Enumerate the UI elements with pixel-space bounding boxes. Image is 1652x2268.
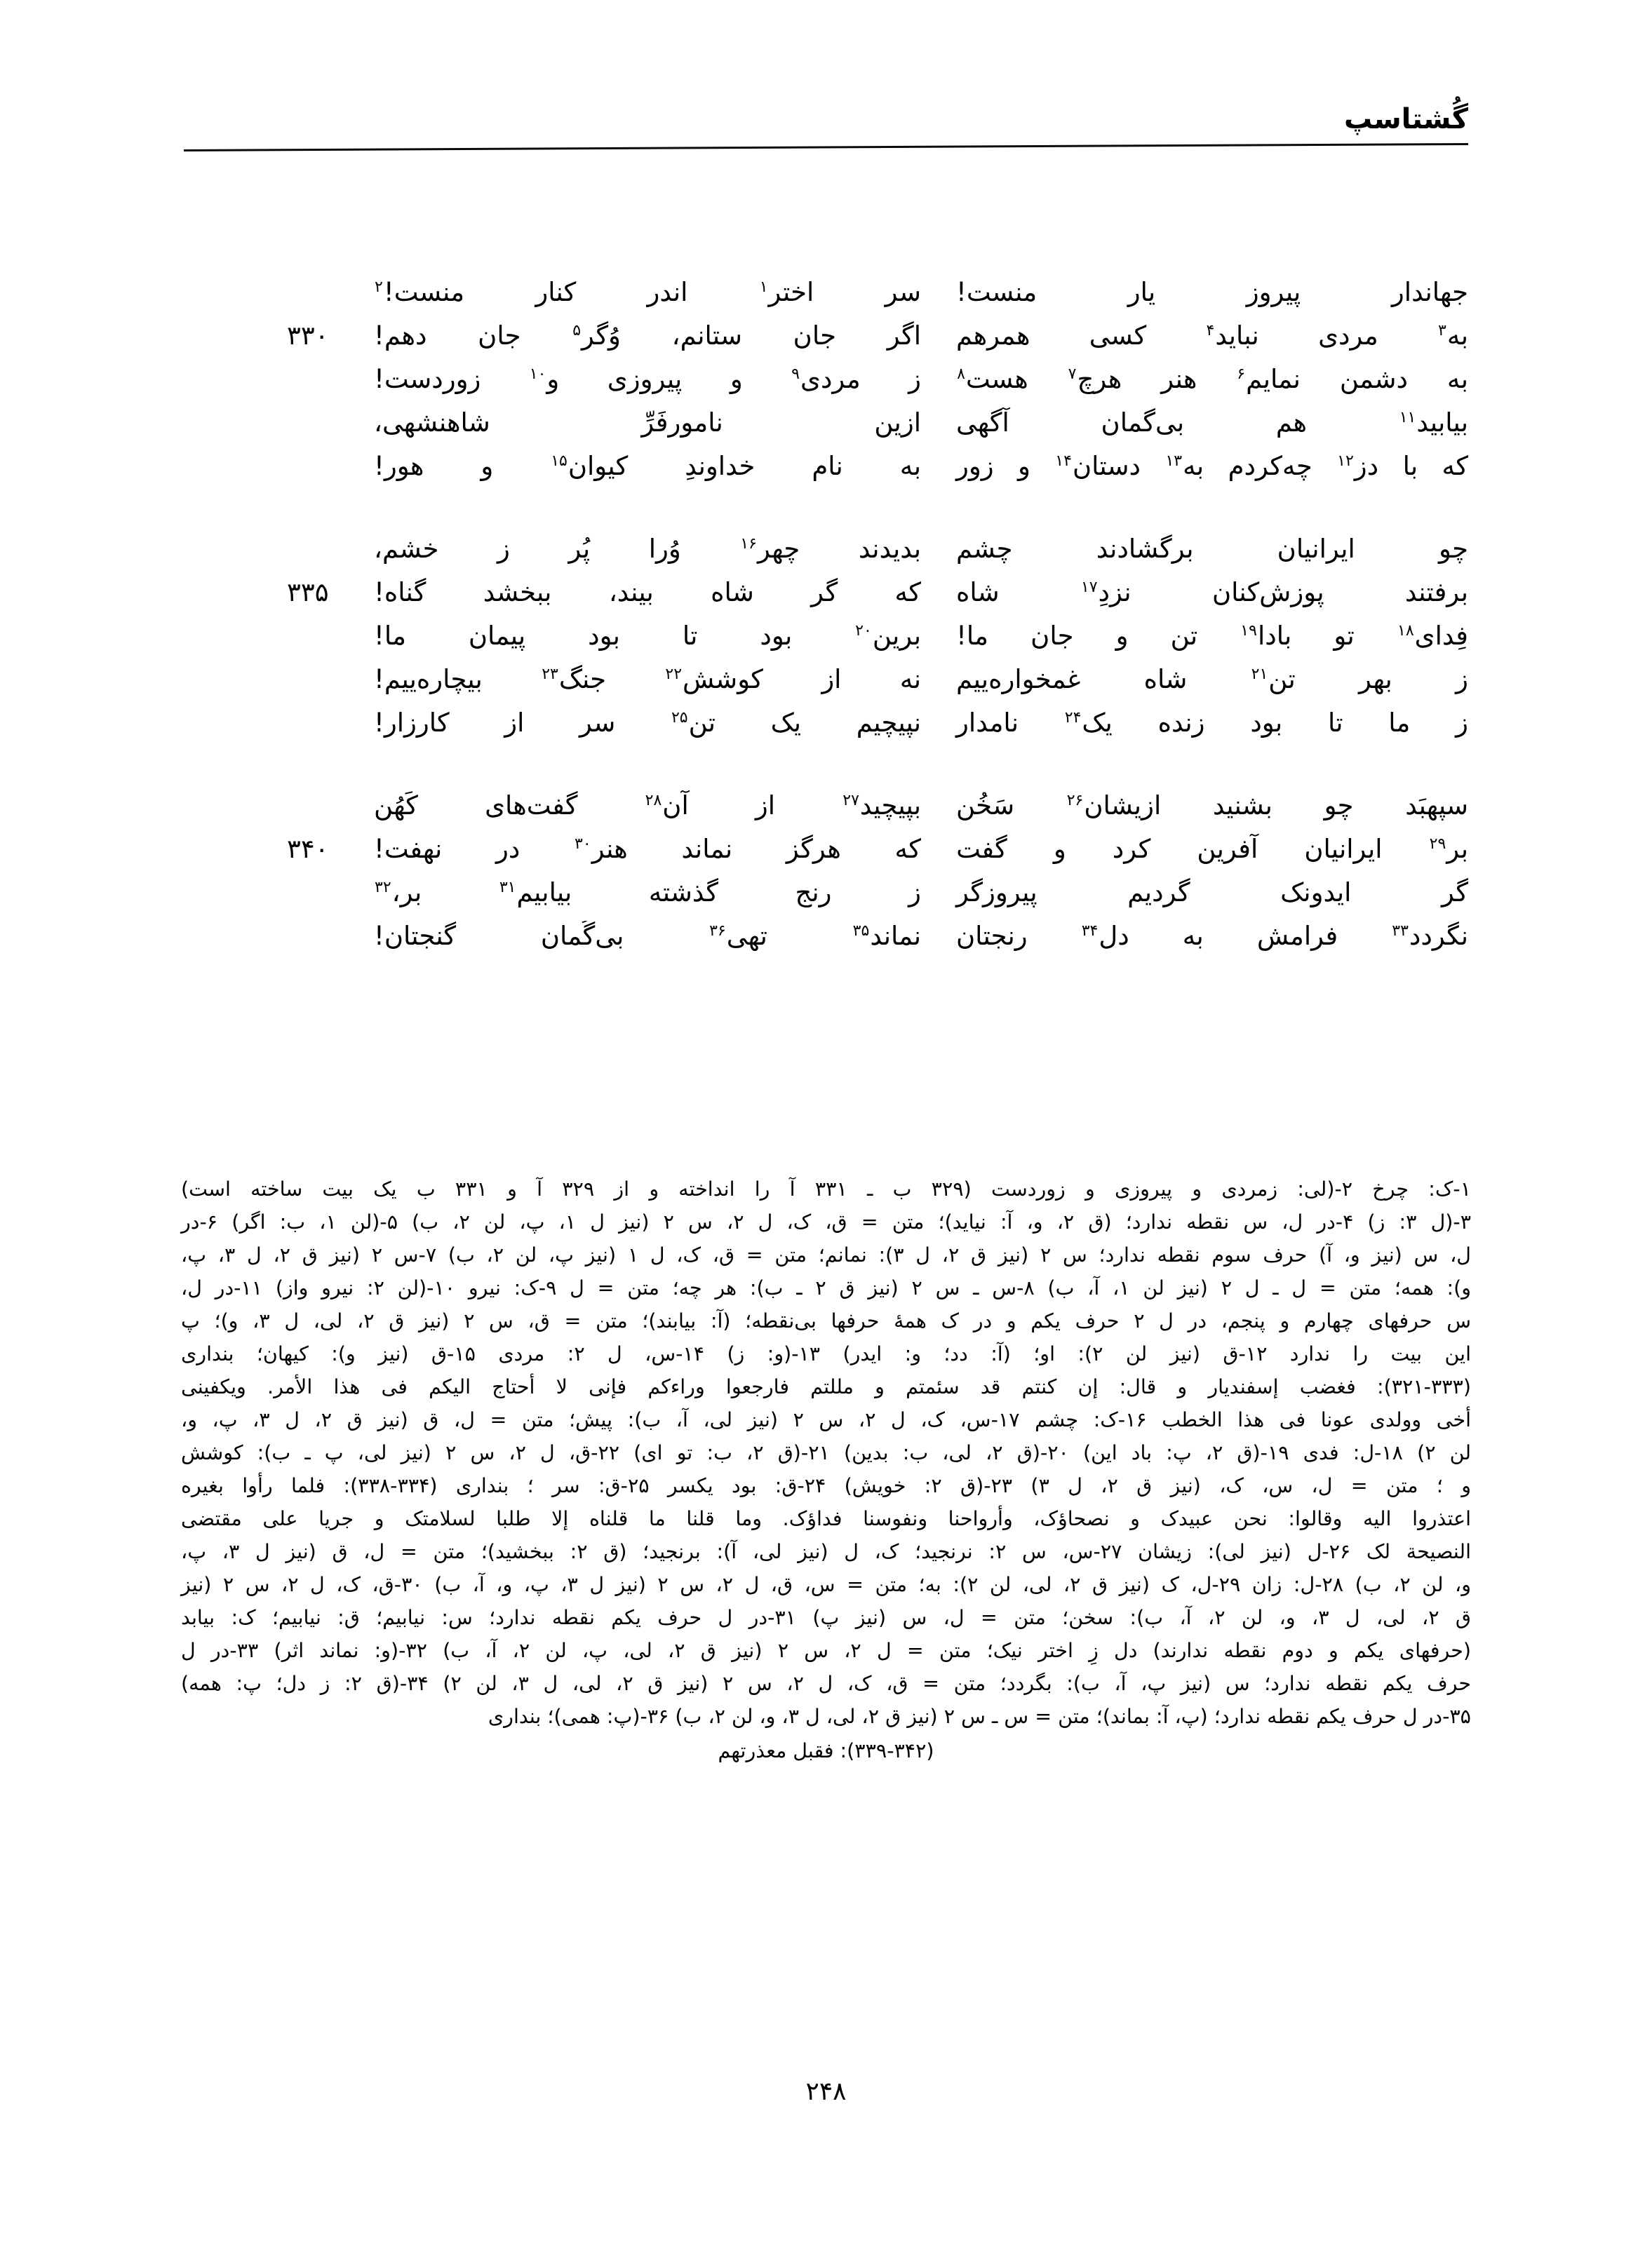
verse-word: ما! [956,621,988,651]
hemistich-left [374,664,928,694]
hemistich-left [374,834,928,864]
hemistich-left [374,364,928,394]
verse-word: تا [1327,708,1343,738]
verse-word: که [1442,451,1468,481]
verse-word: زوردست! [374,364,481,394]
hemistich-left [374,621,928,651]
verse-word: نهفت! [374,834,443,864]
verse-word: وُرا [648,534,681,564]
verse-word: ایرانیان [1277,534,1355,564]
hemistich-left [374,877,928,907]
verse-word: بادا$^{۱۹}$ [1240,621,1292,651]
verse-word: هست$^۸$ [957,364,1028,394]
verse-word: تن$^{۲۵}$ [671,708,716,738]
verse-word: کسی [1089,320,1147,351]
verse-word: زور [956,451,994,481]
footnote-marker[interactable]: ۴ [1206,321,1215,339]
verse-word: گفت [956,834,1007,864]
page-header [184,105,1468,189]
verse-word: نباید$^۴$ [1206,320,1259,351]
verse-line [184,534,1468,577]
verse-word: تن [1170,621,1198,651]
footnote-marker[interactable]: ۹ [791,365,800,383]
footnote-line: لن ۲) ۱۸-ل: فدی ۱۹-(ق ۲، پ: باد این) ۲۰-(ق ۲، لی، ب: بدین) ۲۱-(ق ۲، ب: تو ای) ۲۲-ق، ل ۲، س ۲ (نیز لی، پ ـ ب): کوشش [181,1441,1472,1464]
footnote-marker[interactable]: ۳۶ [709,922,726,940]
footnote-marker[interactable]: ۱ [759,278,768,296]
verse-word: هنر [1161,364,1197,394]
footnote-marker[interactable]: ۱۲ [1337,452,1354,470]
verse-word: اگر [887,320,921,351]
verse-word: گنجتان! [374,921,457,951]
footnote-marker[interactable]: ۲۹ [1429,835,1446,853]
verse-number: ۳۳۰ [287,320,329,351]
verse-word: بدیدند [858,534,921,564]
verse-word: تو [1334,621,1355,651]
verse-word: در [495,834,521,864]
hemistich-left [374,790,928,821]
verse-word: جنگ$^{۲۳}$ [542,664,606,694]
verse-word: رنج [795,877,832,907]
verse-word: سَخُن [956,790,1015,821]
verse-line [184,277,1468,320]
verse-word: بیابیم$^{۳۱}$ [499,877,572,907]
verse-word: سرِ [885,277,921,307]
verse-word: شاه [956,577,1000,607]
verse-word: نپیچیم [856,708,921,738]
footnote-marker[interactable]: ۷ [1068,365,1077,383]
hemistich-right [928,877,1468,907]
verse-word: تهی$^{۳۶}$ [709,921,767,951]
footnote-line: (حرفهای یکم و دوم نقطه ندارند) دل زِ اختر نیک؛ متن = ل ۲، س ۲ (نیز ق ۲، لی، پ، لن ۲، آ، ب) ۳۲-(و: نماند اثر) ۳۳-در ل [181,1639,1472,1662]
verse-word: از [504,708,525,738]
verse-word: ببخشد [483,577,552,607]
verse-word: چه‌کردم [1228,451,1312,481]
verse-line [184,621,1468,664]
verse-word: نماند [681,834,733,864]
verse-line [184,320,1468,364]
footnote-marker[interactable]: ۲۲ [665,665,683,683]
verse-word: پیروز [1246,277,1301,307]
hemistich-right [928,790,1468,821]
verse-word: به [899,451,921,481]
verse-word: هرگز [786,834,841,864]
verse-word: بود [1250,708,1283,738]
hemistich-left [374,451,928,481]
verse-word: ما [1388,708,1411,738]
verse-word: بر$^{۲۹}$ [1429,834,1468,864]
footnote-marker[interactable]: ۳۲ [375,878,391,896]
hemistich-right [928,277,1468,307]
verse-word: از [821,664,842,694]
verse-word: دز$^{۱۲}$ [1337,451,1379,481]
verse-word: منست! [956,277,1037,307]
verse-word: به [1446,364,1468,394]
footnote-line: أخی وولدی عونا فی هذا الخطب ۱۶-ک: چشم ۱۷-س، ک، ل ۲، س ۲ (نیز لی، آ، ب): پیش؛ متن = ل، ق (نیز ق ۲، ل ۳، پ، و، [181,1408,1471,1431]
verse-word: کَهُن [374,790,418,821]
verse-word: به$^{۱۳}$ [1165,451,1204,481]
verse-word: و [1018,451,1030,481]
footnote-marker[interactable]: ۲۷ [842,791,859,809]
running-head: گُشتاسپ [1344,103,1468,135]
footnote-body [181,1173,1471,1733]
footnote-marker[interactable]: ۱۴ [1055,452,1072,470]
verse-word: گذشته [648,877,718,907]
verse-word: چشم [956,534,1013,564]
footnote-marker[interactable]: ۲۶ [1066,791,1084,809]
verse-word: ز [1456,708,1468,738]
footnote-line: ق ۲، لی، ل ۳، و، لن ۲، آ، ب): سخن؛ متن = ل، س (نیز پ) ۳۱-در ل حرف یکم نقطه ندارد؛ س: نیابیم؛ ق: نیابیم؛ ک: بیابد [181,1606,1471,1629]
footnote-marker[interactable]: ۱۸ [1397,621,1414,640]
verse-word: آن$^{۲۸}$ [645,790,689,821]
hemistich-right [928,407,1468,438]
hemistich-right [928,921,1468,951]
footnote-marker[interactable]: ۳۰ [575,835,591,853]
hemistich-right [928,621,1468,651]
verse-word: زِ [1456,664,1468,694]
hemistich-right [928,451,1468,481]
footnote-line: (۳۲۱-۳۳۳): فغضب إسفندیار و قال: إن کنتم قد سئمتم و مللتم فارجعوا وراءکم فإنی لا أحتاج الیکم فی هذا الأمر. ویکفینی [181,1375,1471,1398]
verse-word: و [1115,621,1129,651]
verse-word: یک [770,708,802,738]
verse-line [184,708,1468,751]
footnote-marker[interactable]: ۳۱ [499,878,516,896]
verse-word: پیروزی [607,364,683,394]
verse-word: سر [579,708,616,738]
hemistich-right [928,577,1468,607]
verse-word: فِدای$^{۱۸}$ [1397,621,1468,651]
verse-word: کرد [1112,834,1151,864]
footnote-marker[interactable]: ۱۳ [1165,452,1183,470]
hemistich-left [374,708,928,738]
footnote-marker[interactable]: ۸ [957,365,965,383]
verse-word: آفرین [1197,834,1258,864]
footnote-line: ل، س (نیز و، آ) حرف سوم نقطه ندارد؛ س ۲ (نیز ق ۲، ل ۳): نمانم؛ متن = ق، ک، ل ۱ (نیز پ، لن ۲، ب) ۷-س ۲ (نیز ق ۲، ل ۳، پ، [181,1243,1471,1267]
verse-word: چهرِ$^{۱۶}$ [740,534,800,564]
footnote-marker[interactable]: ۲۳ [542,665,558,683]
footnote-marker[interactable]: ۲۰ [855,621,872,640]
footnotes-section [181,1173,1471,1767]
footnote-marker[interactable]: ۱۷ [1080,578,1098,596]
verse-word: پیروزگر [956,877,1037,907]
footnote-marker[interactable]: ۵ [572,321,582,339]
verse-word: یک$^{۲۴}$ [1064,708,1113,738]
verse-word: کارزار! [374,708,450,738]
hemistich-right [928,834,1468,864]
verse-word: بیچاره‌ییم! [374,664,483,694]
verse-word: بیابید$^{۱۱}$ [1399,407,1468,438]
verse-word: ستانم، [671,320,742,351]
verse-word: و$^{۱۰}$ [529,364,560,394]
verse-word: دستان$^{۱۴}$ [1055,451,1141,481]
verse-word: هور! [374,451,424,481]
verse-word: پیمانِ [468,621,526,651]
verse-word: خشم، [374,534,439,564]
verse-word: کنارِ [535,277,577,307]
verse-line [184,407,1468,451]
verse-word: گناه! [374,577,427,607]
footnote-line: این بیت را ندارد ۱۲-ق (نیز لن ۲): او؛ (آ: دد؛ و: ایدر) ۱۳-(و: ز) ۱۴-س، ل ۲: مردی ۱۵-ق (نیز و): کیهان؛ بنداری [181,1342,1471,1365]
verse-section [184,277,1468,1004]
hemistich-left [374,577,928,607]
verse-word: خداوندِ [685,451,756,481]
verse-word: یارِ [1127,277,1156,307]
verse-word: دل$^{۳۴}$ [1081,921,1129,951]
verse-word: کیوان$^{۱۵}$ [551,451,629,481]
verse-word: بپیچید$^{۲۷}$ [842,790,921,821]
hemistich-right [928,534,1468,564]
verse-word: شاهنشهی، [374,407,490,438]
footnote-marker[interactable]: ۲۴ [1064,708,1082,727]
footnote-line: و): همه؛ متن = ل ـ ل ۲ (نیز لن ۱، آ، ب) ۸-س ـ س ۲ (نیز ق ۲ ـ ب): هر چه؛ متن = ل ۹-ک: نیرو ۱۰-(لن ۲: نیرو واز) ۱۱-در ل، [181,1276,1471,1300]
footnote-marker[interactable]: ۱۱ [1399,408,1416,426]
footnote-line: ۳-(ل ۳: ز) ۴-در ل، س نقطه ندارد؛ (ق ۲، و، آ: نیاید)؛ متن = ق، ک، ل ۲، س ۲ (نیز ل ۱، پ، لن ۲، ب) ۵-(لن ۱، ب: اگر) ۶-در [181,1210,1472,1234]
verse-word: فرامش [1256,921,1338,951]
verse-word: بود [588,621,620,651]
verse-word: زنده [1157,708,1205,738]
verse-line [184,451,1468,494]
verse-word: منست!$^۲$ [375,277,465,307]
verse-word: بهرِ [1359,664,1392,694]
verse-word: ما! [374,621,406,651]
footnote-line: اعتذروا الیه وقالوا: نحن عبیدک و نصحاؤک، وأرواحنا ونفوسنا فداؤک. وما قلنا ما قلناه إلا طلبا لسلامتک و جریا علی مقتضی [181,1507,1471,1530]
verse-word: نمایم$^۶$ [1237,364,1301,394]
verse-word: از [755,790,776,821]
footnote-marker[interactable]: ۱۰ [529,365,546,383]
verse-word: هنر$^{۳۰}$ [575,834,628,864]
footnote-marker[interactable]: ۲۵ [671,708,688,727]
hemistich-left [374,921,928,951]
hemistich-right [928,320,1468,351]
verse-word: هرچ$^۷$ [1068,364,1122,394]
footnote-marker[interactable]: ۶ [1237,365,1246,383]
verse-word: ازین [874,407,921,438]
verse-word: دشمن [1339,364,1408,394]
verse-word: و [481,451,494,481]
verse-word: رنجتان [956,921,1028,951]
verse-word: تا [682,621,698,651]
footnote-marker[interactable]: ۲۸ [645,791,662,809]
hemistich-right [928,364,1468,394]
verse-word: نماند$^{۳۵}$ [852,921,921,951]
verse-word: سپهبَد [1405,790,1468,821]
verse-word: دهم! [374,320,427,351]
verse-word: نام [812,451,843,481]
verse-word: چو [1439,534,1468,564]
verse-word: گفت‌های [485,790,578,821]
verse-word: که [894,577,921,607]
verse-word: نه [899,664,921,694]
verse-word: گر [811,577,838,607]
footnote-line: س حرفهای چهارم و پنجم، در ل ۲ حرف یکم و در ک همهٔ حرفها بی‌نقطه؛ (آ: بیابند)؛ متن = ق، س ۲ (نیز ق ۲، لی، ل ۳، و)؛ پ [181,1309,1471,1332]
verse-word: گر [1441,877,1468,907]
verse-word: چو [1324,790,1354,821]
hemistich-left [374,407,928,438]
verse-number: ۳۳۵ [287,577,329,607]
verse-word: بی‌گمان [1101,407,1185,438]
header-rule [184,143,1468,151]
verse-word: اندر [647,277,688,307]
verse-word: پُر [568,534,591,564]
verse-word: زِ [908,877,921,907]
verse-word: و [1053,834,1066,864]
hemistich-left [374,277,928,307]
verse-word: زِ [908,364,921,394]
verse-word: اختر$^۱$ [759,277,814,307]
verse-word: مردی [1318,320,1378,351]
verse-word: نامدار [956,708,1019,738]
verse-word: کوشش$^{۲۲}$ [665,664,763,694]
verse-word: ازیشان$^{۲۶}$ [1066,790,1162,821]
hemistich-right [928,664,1468,694]
verse-word: ایرانیان [1304,834,1383,864]
verse-word: جان [793,320,836,351]
verse-word: با [1402,451,1418,481]
footnote-tail: (۳۳۹-۳۴۲): فقبل معذرتهم [718,1739,934,1762]
hemistich-left [374,534,928,564]
verse-number: ۳۴۰ [287,834,329,864]
verse-word: برفتند [1404,577,1468,607]
verse-block [184,534,1468,751]
verse-line [184,834,1468,877]
footnote-marker[interactable]: ۳۳ [1392,922,1409,940]
footnote-marker[interactable]: ۳ [1438,321,1446,339]
verse-word: جان [478,320,521,351]
verse-word: به$^۳$ [1438,320,1468,351]
verse-word: غمخواره‌ییم [956,664,1081,694]
verse-word: جهاندارِ [1391,277,1468,307]
verse-word: مردی$^۹$ [791,364,861,394]
footnote-marker[interactable]: ۱۶ [740,534,757,553]
verse-word: بی‌گُمان [540,921,624,951]
verse-word: و [730,364,743,394]
verse-word: بیند، [608,577,654,607]
verse-word: بود [760,621,793,651]
verse-line [184,664,1468,708]
hemistich-left [374,320,928,351]
footnote-line: و ؛ متن = ل، س، ک، (نیز ق ۲، ل ۳) ۲۳-(ق ۲: خویش) ۲۴-ق: بود یکسر ۲۵-ق: سر ؛ بنداری (۳۳۴-۳۳۸): فلما رأوا بغیره [181,1474,1472,1497]
verse-word: برین$^{۲۰}$ [855,621,921,651]
footnote-marker[interactable]: ۲۱ [1251,665,1268,683]
verse-word: جانِ [1030,621,1074,651]
verse-word: گردیم [1127,877,1190,907]
verse-word: هم [1275,407,1307,438]
footnote-line: حرف یکم نقطه ندارد؛ س (نیز پ، آ، ب): بگردد؛ متن = ق، ک، ل ۲، س ۲ (نیز ق ۲، لی، ل ۳، لن ۲) ۳۴-(ق ۲: ز دل؛ پ: همه) [181,1672,1471,1695]
footnote-line: ۱-ک: چرخ ۲-(لی: زمردی و پیروزی و زوردست (۳۲۹ ب ـ ۳۳۱ آ را انداخته و از ۳۲۹ آ و ۳۳۱ ب یک بیت ساخته است) [181,1177,1471,1201]
verse-line [184,577,1468,621]
page-number: ۲۴۸ [805,2077,847,2106]
footnote-marker[interactable]: ۱۵ [551,452,568,470]
footnote-marker[interactable]: ۳۵ [852,922,870,940]
footnote-marker[interactable]: ۱۹ [1240,621,1257,640]
verse-word: پوزش‌کنان [1211,577,1324,607]
verse-word: نامورفَرِّ [641,407,723,438]
hemistich-right [928,708,1468,738]
footnote-line: النصیحة لک ۲۶-ل (نیز لی): زیشان ۲۷-س، س ۲: نرنجید؛ ک، ل (نیز لی، آ): برنجید؛ (ق ۲: ببخشید)؛ متن = ل، ق (نیز ل ۳، پ، [181,1540,1471,1563]
verse-word: برگشادند [1096,534,1194,564]
verse-word: بر،$^{۳۲}$ [375,877,422,907]
verse-word: بشنید [1212,790,1272,821]
verse-word: ایدونک [1280,877,1352,907]
verse-word: نگردد$^{۳۳}$ [1392,921,1468,951]
verse-word: تنِ$^{۲۱}$ [1251,664,1296,694]
verse-block [184,790,1468,964]
footnote-marker[interactable]: ۲ [375,278,383,296]
verse-word: شاه [1143,664,1188,694]
footnote-marker[interactable]: ۳۴ [1081,922,1099,940]
verse-line [184,790,1468,834]
verse-word: زِ [497,534,510,564]
verse-word: آگهی [956,407,1009,438]
verse-block [184,277,1468,494]
footnote-line: و، لن ۲، ب) ۲۸-ل: زان ۲۹-ل، ک (نیز ق ۲، لی، لن ۲): به؛ متن = س، ق، ل ۲، س ۲ (نیز ل ۳، پ، و، آ، ب) ۳۰-ق، ک، ل ۲، س ۲ (نیز [181,1573,1471,1596]
verse-line [184,877,1468,921]
verse-word: شاه [711,577,754,607]
verse-word: وُگر$^۵$ [572,320,621,351]
verse-word: نزدِ$^{۱۷}$ [1080,577,1131,607]
verse-line [184,364,1468,407]
footnote-line: ۳۵-در ل حرف یکم نقطه ندارد؛ (پ، آ: بماند)؛ متن = س ـ س ۲ (نیز ق ۲، لی، ل ۳، و، لن ۲، ب) ۳۶-(پ: همی)؛ بنداری [488,1705,1471,1728]
verse-word: به [1182,921,1204,951]
verse-word: که [894,834,921,864]
verse-word: همرهم [956,320,1030,351]
verse-line [184,921,1468,964]
